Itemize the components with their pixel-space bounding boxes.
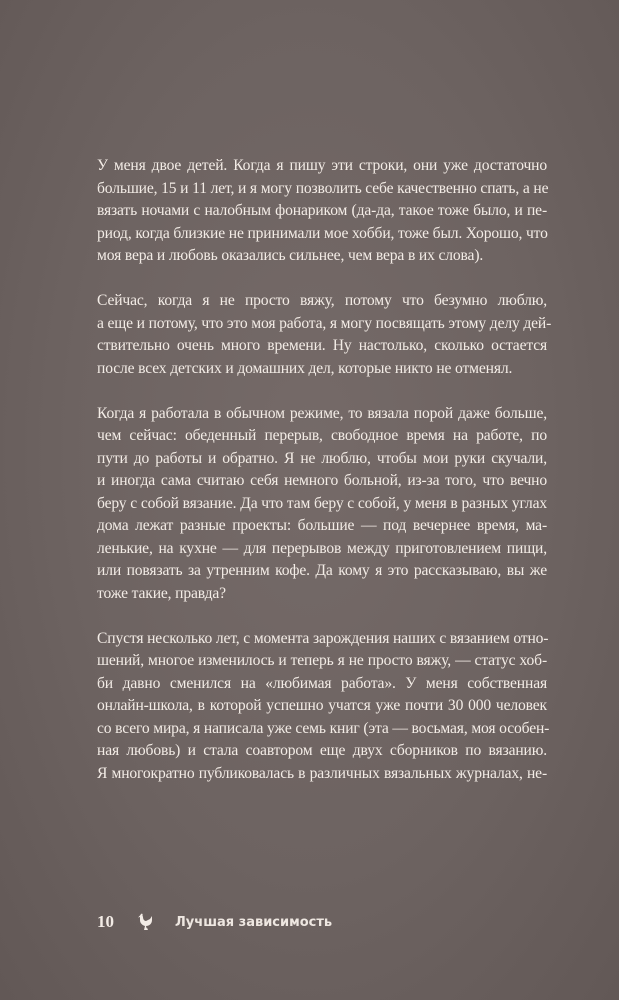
paragraph: [97, 628, 550, 786]
text-line: и иногда сама считаю себя немного больной, из-за того, что вечно: [97, 472, 547, 489]
text-line: риод, когда близкие не принимали мое хобби, тоже был. Хорошо, что: [97, 224, 548, 242]
text-line: моя вера и любовь оказались сильнее, чем вера в их слова).: [97, 247, 484, 264]
running-title: Лучшая зависимость: [175, 914, 333, 930]
text-line: дома лежат разные проекты: большие — под вечернее время, ма-: [97, 517, 547, 534]
text-line: шений, многое изменилось и теперь я не просто вяжу, — статус хоб-: [97, 652, 547, 669]
paragraph: [97, 290, 552, 380]
text-line: Я многократно публиковалась в различных вязальных журналах, не-: [97, 764, 547, 782]
text-line: вязать ночами с налобным фонариком (да-да, такое тоже было, и пе-: [97, 202, 547, 219]
text-line: У меня двое детей. Когда я пишу эти строки, они уже достаточно: [97, 157, 547, 174]
hen-icon: [137, 913, 153, 931]
text-line: тоже такие, правда?: [97, 584, 226, 602]
paragraph: [97, 403, 547, 606]
text-line: Сейчас, когда я не просто вяжу, потому что безумно люблю,: [97, 292, 547, 309]
page-footer: [97, 912, 332, 932]
text-line: беру с собой вязание. Да что там беру с собой, у меня в разных углах: [97, 494, 547, 512]
text-line: Спустя несколько лет, с момента зарождения наших с вязанием отно-: [97, 629, 549, 647]
text-line: чем сейчас: обеденный перерыв, свободное время на работе, по: [97, 427, 547, 444]
text-line: или повязать за утренним кофе. Да кому я это рассказываю, вы же: [97, 562, 547, 579]
text-line: большие, 15 и 11 лет, и я могу позволить себе качественно спать, а не: [97, 179, 549, 197]
text-line: со всего мира, я написала уже семь книг (эта — восьмая, моя особен-: [97, 719, 550, 737]
text-line: ленькие, на кухне — для перерывов между приготовлением пищи,: [97, 539, 547, 557]
text-line: би давно сменился на «любимая работа». У меня собственная: [97, 674, 547, 692]
text-line: ная любовь) и стала соавтором еще двух сборников по вязанию.: [97, 742, 547, 759]
body-text: [97, 155, 552, 808]
text-line: Когда я работала в обычном режиме, то вязала порой даже больше,: [97, 404, 547, 422]
text-line: после всех детских и домашних дел, которые никто не отменял.: [97, 359, 513, 377]
text-line: а еще и потому, что это моя работа, я могу посвящать этому делу дей-: [97, 314, 552, 332]
page-number: 10: [97, 912, 114, 931]
paragraph: [97, 155, 547, 268]
text-line: онлайн-школа, в которой успешно учатся уже почти 30 000 человек: [97, 697, 547, 714]
text-line: пути до работы и обратно. Я не люблю, чтобы мои руки скучали,: [97, 449, 547, 467]
text-line: ствительно очень много времени. Ну настолько, сколько остается: [97, 337, 547, 354]
